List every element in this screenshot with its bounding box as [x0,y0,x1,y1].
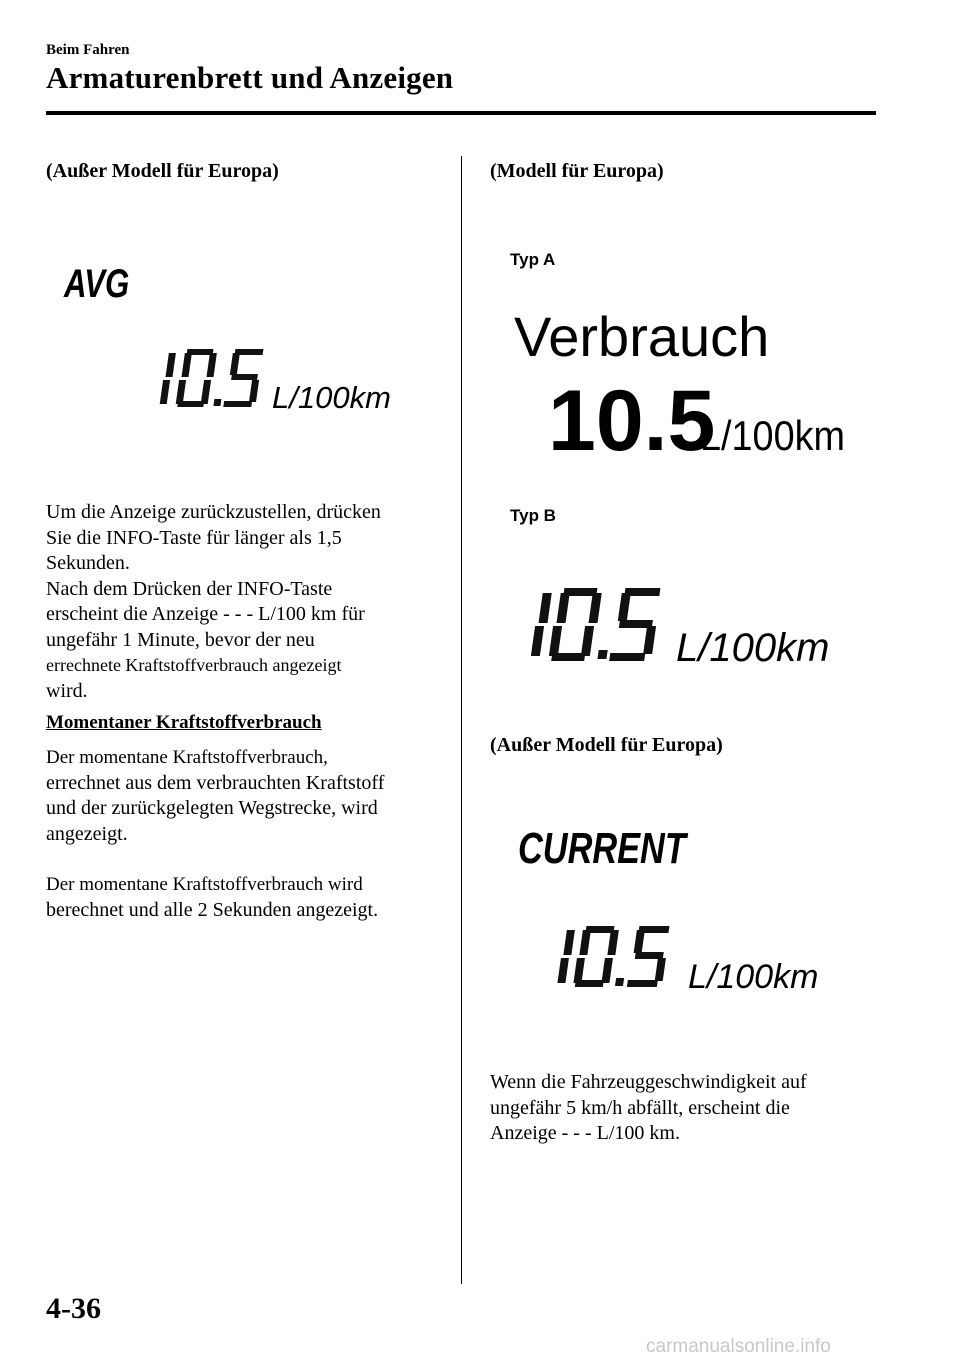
page-title: Armaturenbrett und Anzeigen [46,60,454,95]
text-line: errechnete Kraftstoffverbrauch angezeigt [46,655,342,675]
column-divider [461,156,462,1284]
text-line: errechnet aus dem verbrauchten Kraftstoff [46,771,385,794]
typ-b-lcd-digits [520,584,690,669]
current-label: CURRENT [518,824,686,873]
typ-a-label: Typ A [510,250,556,269]
text-line: Der momentane Kraftstoffverbrauch wird [46,874,363,895]
typ-b-label: Typ B [510,506,556,525]
right-heading-2: (Außer Modell für Europa) [490,734,723,756]
header-rule [46,111,876,115]
typ-b-unit: L/100km [676,626,830,670]
text-line: Sekunden. [46,552,130,574]
avg-unit: L/100km [272,380,391,415]
watermark: carmanualsonline.info [646,1336,831,1357]
avg-label: AVG [64,262,130,306]
text-line: Sie die INFO-Taste für länger als 1,5 [46,526,342,549]
typ-a-unit: L/100km [700,412,845,459]
typ-a-value: 10.5 [548,373,716,469]
text-line: Nach dem Drücken der INFO-Taste [46,577,333,600]
page-number: 4-36 [46,1292,101,1325]
left-heading: (Außer Modell für Europa) [46,160,279,182]
right-heading: (Modell für Europa) [490,160,664,182]
current-unit: L/100km [688,958,819,996]
text-line: ungefähr 1 Minute, bevor der neu [46,628,315,651]
text-line: Wenn die Fahrzeuggeschwindigkeit auf [490,1071,807,1093]
text-line: Um die Anzeige zurückzustellen, drücken [46,501,381,523]
reset-instructions [46,500,446,704]
section-subheading: Momentaner Kraftstoffverbrauch [46,712,322,733]
text-line: Anzeige - - - L/100 km. [490,1122,680,1144]
update-interval-description [46,872,446,923]
text-line: Der momentane Kraftstoffverbrauch, [46,747,328,768]
text-line: erscheint die Anzeige - - - L/100 km für [46,603,365,625]
low-speed-description [490,1070,890,1147]
text-line: und der zurückgelegten Wegstrecke, wird [46,797,378,819]
typ-a-title: Verbrauch [514,305,770,368]
current-lcd-digits [548,922,708,997]
text-line: wird. [46,679,88,702]
current-consumption-description [46,745,446,847]
text-line: angezeigt. [46,822,128,845]
text-line: ungefähr 5 km/h abfällt, erscheint die [490,1096,790,1119]
breadcrumb: Beim Fahren [46,42,130,58]
text-line: berechnet und alle 2 Sekunden angezeigt. [46,898,379,921]
